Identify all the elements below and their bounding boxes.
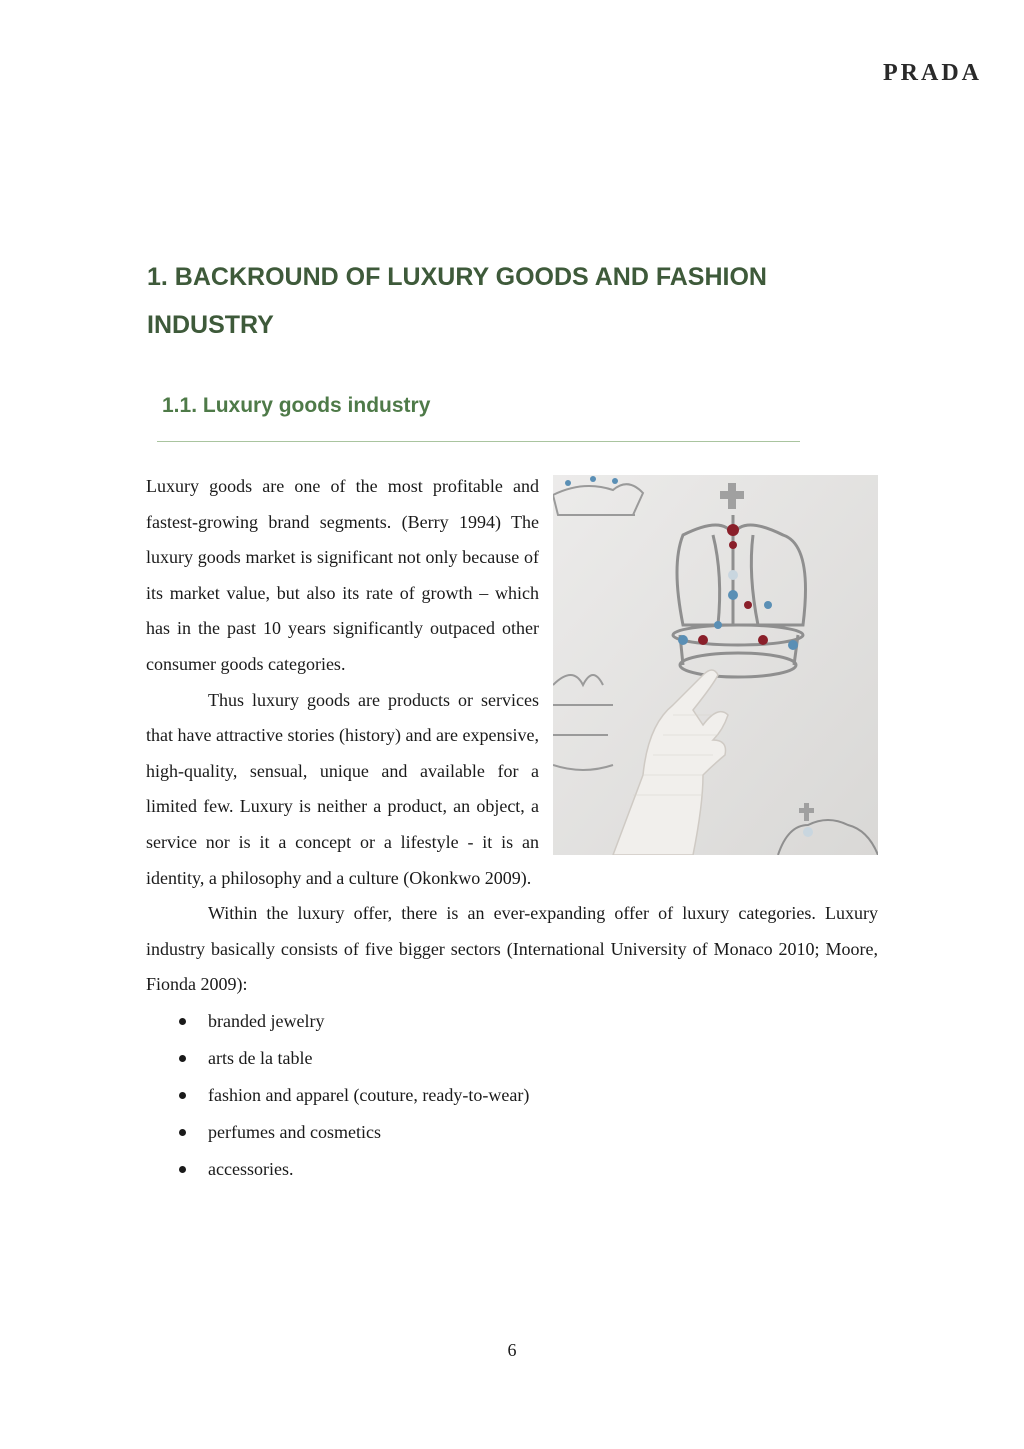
- list-item: perfumes and cosmetics: [146, 1114, 878, 1151]
- subsection-heading: 1.1. Luxury goods industry: [162, 394, 431, 417]
- list-item: fashion and apparel (couture, ready-to-wear): [146, 1077, 878, 1114]
- bullet-icon: [179, 1055, 186, 1062]
- main-content: [146, 469, 878, 1188]
- paragraph-2: Thus luxury goods are products or services that have attractive stories (history) and are expensive, high-quality, sensual, unique and available for a limited few. Luxury is neither a product, an object, a service nor is it a concept or a lifestyle - it is an identity, a philosophy and a culture (Okonkwo 2009).: [146, 689, 539, 888]
- crown-glove-illustration: [553, 475, 878, 855]
- bullet-icon: [179, 1129, 186, 1136]
- bullet-icon: [179, 1092, 186, 1099]
- paragraph-1: Luxury goods are one of the most profitable and fastest-growing brand segments. (Berry 1994) The luxury goods market is significant not only because of its market value, but also its rate of growth – which has in the past 10 years significantly outpaced other consumer goods categories.: [146, 476, 539, 674]
- section-heading: 1. BACKROUND OF LUXURY GOODS AND FASHION INDUSTRY: [147, 263, 767, 339]
- crown-glove-photo: [553, 475, 878, 855]
- sector-list: [146, 1003, 878, 1188]
- list-item: arts de la table: [146, 1040, 878, 1077]
- page-number: 6: [507, 1340, 517, 1360]
- list-item: branded jewelry: [146, 1003, 878, 1040]
- bullet-icon: [179, 1018, 186, 1025]
- paragraph-3: Within the luxury offer, there is an ever-expanding offer of luxury categories. Luxury industry basically consists of five bigger sectors (International University of Monaco 2010; Moore, Fionda 2009):: [146, 903, 878, 995]
- bullet-icon: [179, 1166, 186, 1173]
- heading-divider: [157, 441, 800, 442]
- prada-logo: PRADA: [883, 60, 982, 86]
- list-item: accessories.: [146, 1151, 878, 1188]
